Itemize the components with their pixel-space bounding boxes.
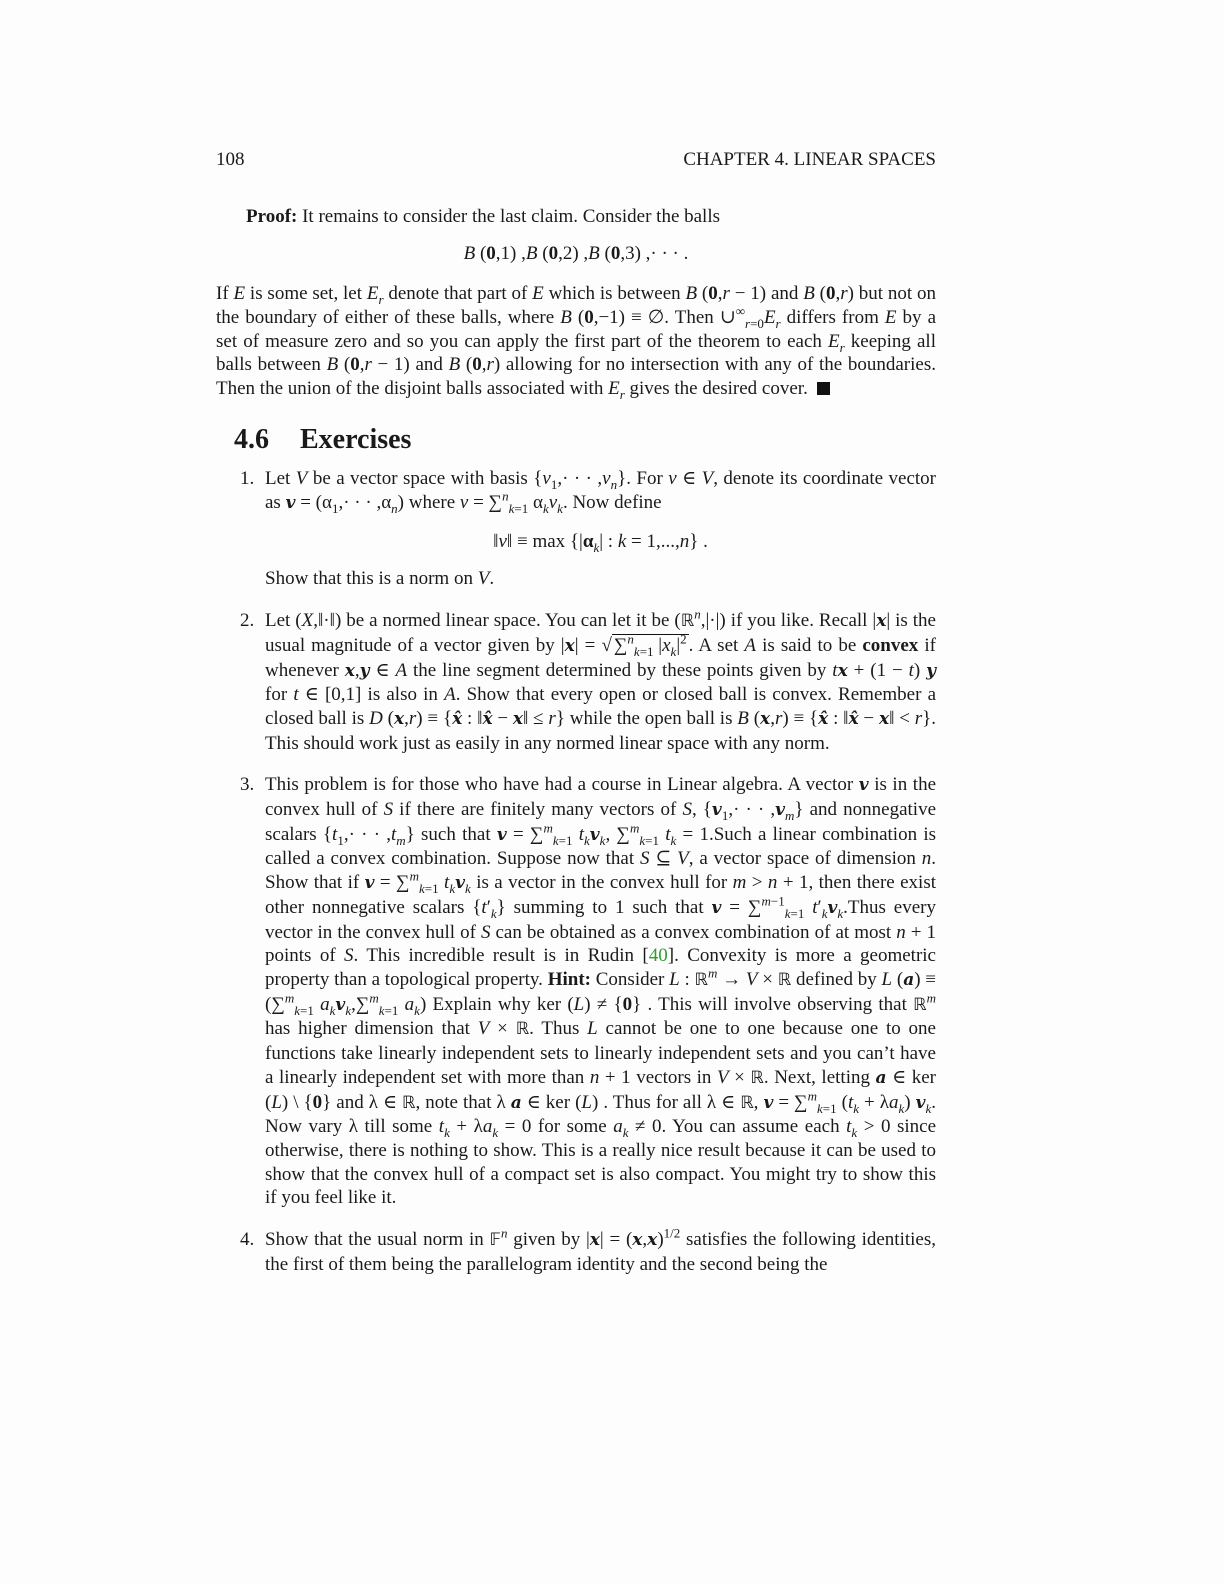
proof-display: B (0,1) ,B (0,2) ,B (0,3) ,· · · . [463, 243, 689, 265]
chapter-title: CHAPTER 4. LINEAR SPACES [683, 149, 936, 170]
exercise-2: 2. Let (X,‖·‖) be a normed linear space. You can let it be (ℝ$^n$,|·|) if you like. Recall |x| is the usual magnitude of a vector given by |x| = √ ∑$^n_{k=1}$ $|x_k|^2$ . A set A is said to be convex if whenever x,y ∈ A the line segment determined by these points given by tx + (1 − t) y for t ∈ [0,1] is also in A. Show that every open or closed ball is convex. Remember a closed ball is D (x,r) ≡ {x̂ : ‖x̂ − x‖ ≤ r} while the open ball is B (x,r) ≡ {x̂ : ‖x̂ − x‖ < r}. This should work just as easily in any normed linear space with any norm. [240, 606, 937, 754]
section-heading: 4.6 Exercises [234, 423, 412, 455]
exercise-3: 3. This problem is for those who have had a course in Linear algebra. A vector v is in the convex hull of S if there are finitely many vectors of S, {$v_1,\cdot$ · · $,v_m$} and nonnegative scalars {$t_1,\cdot$ · · $,t_m$} such that v = ∑$^m_{k=1}$ $t_kv_k$, ∑$^m_{k=1}$ $t_k$ = 1.Such a linear combination is called a convex combination. Suppose now that S ⊆ V, a vector space of dimension n. Show that if v = ∑$^m_{k=1}$ $t_kv_k$ is a vector in the convex hull for m > n + 1, then there exist other nonnegative scalars $\{t'_k\}$ summing to 1 such that v = ∑$^{m-1}_{k=1}$ $t'_kv_k.Thus$ every vector in the convex hull of S can be obtained as a convex combination of at most n + 1 points of S. This incredible result is in Rudin [40]. Convexity is more a geometric property than a topological property. Hint: Consider L : ℝ$^m$ → V × ℝ defined by L (a) ≡ (∑$^m_{k=1}$ $a_kv_k,\sum^m_{k=1}$ $a_k$) Explain why ker (L) ≠ {0} . This will involve observing that ℝ$^m$ has higher dimension that V × ℝ. Thus L cannot be one to one because one to one functions take linearly independent sets to linearly independent sets and you can’t have a linearly independent set with more than n + 1 vectors in V × ℝ. Next, letting a ∈ ker (L) \ {0} and λ ∈ ℝ, note that λ a ∈ ker (L) . Thus for all λ ∈ ℝ, v = ∑$^m_{k=1}$ $(t_k + \lambda a_k)$ $v_k$. Now vary λ till some $t_k + \lambda a_k = 0$ for some $a_k \ne 0$. You can assume each $t_k > 0$ since otherwise, there is nothing to show. This is a really nice result because it can be used to show that the convex hull of a compact set is also compact. You might try to show this if you feel like it. [240, 774, 937, 1209]
citation-link[interactable]: 40 [648, 945, 668, 967]
proof-intro: Proof: It remains to consider the last claim. Consider the balls [246, 205, 721, 227]
page [216, 148, 936, 1294]
exercise-list [216, 467, 936, 1276]
proof-label: Proof: [246, 205, 298, 227]
exercise-1: 1. Let V be a vector space with basis {$v_1,\cdot$ · · $,v_n$}. For v ∈ V, denote its coordinate vector as $v = (\alpha_1,\cdot$ · · $,\alpha_n$) where v = ∑$^n_{k=1}$ $\alpha_kv_k$. Now define ‖v‖ ≡ $\max \{|\alpha_k|$ : k = 1,...,n} . Show that this is a norm on V. [240, 468, 936, 590]
exercise-4: 4. Show that the usual norm in 𝔽$^n$ given by $|x| = (x,x)^{1/2}$ satisfies the following identities, the first of them being the parallelogram identity and the second being the [240, 1225, 937, 1275]
page-number: 108 [216, 149, 245, 170]
proof-body: If E is some set, let $E_r$ denote that part of E which is between B (0,r − 1) and B (0,r) but not on the boundary of either of these balls, where B (0,−1) ≡ ∅. Then $\cup^\infty_{r=0}E_r$ differs from E by a set of measure zero and so you can apply the first part of the theorem to each $E_r$ keeping all balls between B (0,r − 1) and B (0,r) allowing for no intersection with any of the boundaries. Then the union of the disjoint balls associated with $E_r$ gives the desired cover. [216, 283, 936, 402]
qed-symbol [817, 382, 830, 395]
page-header [216, 148, 936, 172]
